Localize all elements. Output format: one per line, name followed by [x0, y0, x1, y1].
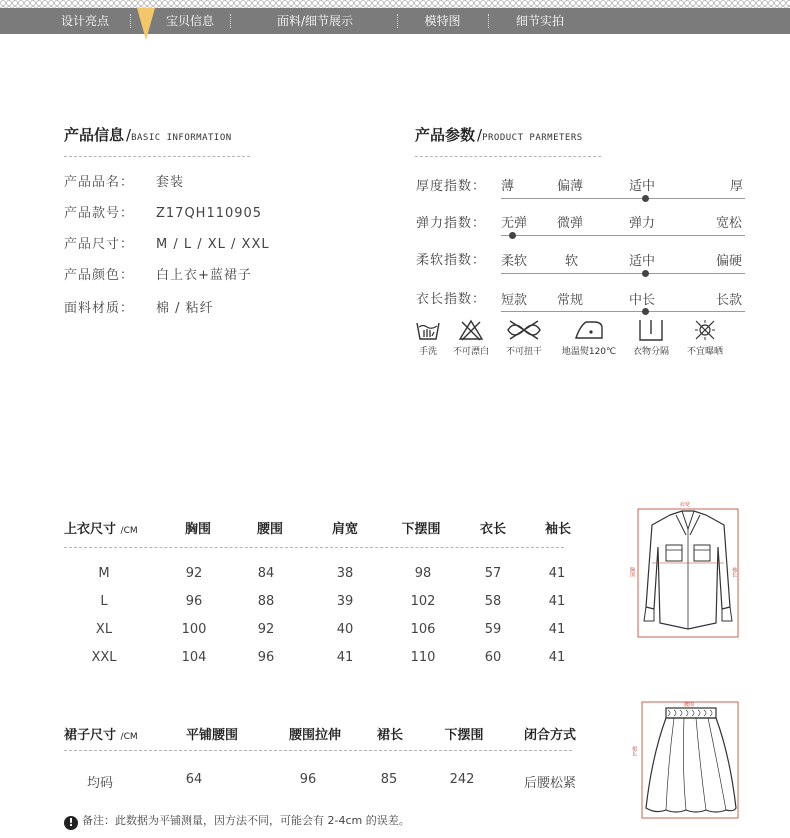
top-header: 衣长	[479, 522, 506, 537]
value-cell: 40	[336, 622, 354, 637]
info-row-size	[64, 233, 270, 252]
info-key: 产品品名：	[64, 175, 135, 190]
care-label: 不可扭干	[505, 347, 542, 357]
top-table-divider	[64, 547, 564, 548]
info-key: 产品颜色：	[64, 268, 135, 283]
care-label: 衣物分隔	[632, 347, 669, 357]
value-cell: 96	[299, 772, 317, 787]
param-selected-dot	[509, 232, 516, 239]
info-value: M / L / XL / XXL	[156, 237, 270, 252]
top-table-unit: /CM	[120, 526, 138, 536]
params-title: 产品参数 /PRODUCT PARMETERS	[415, 126, 583, 144]
param-option: 柔软	[501, 254, 528, 269]
value-cell: 102	[410, 594, 436, 609]
value-cell: 96	[185, 594, 203, 609]
param-option: 宽松	[716, 216, 743, 231]
nav-decor-border	[0, 0, 790, 8]
value-cell: 98	[414, 566, 432, 581]
param-label-softness: 柔软指数：	[416, 253, 487, 268]
skirt-left-label: 裙长	[631, 746, 637, 756]
param-scale-line	[501, 311, 745, 312]
shirt-top-label: 肩宽	[680, 502, 691, 508]
param-option: 中长	[629, 293, 656, 308]
top-table-title-text: 上衣尺寸	[64, 522, 117, 537]
param-option: 长款	[716, 293, 743, 308]
nav-separator	[488, 14, 489, 28]
nav-separator	[230, 14, 231, 28]
value-cell: 后腰松紧	[523, 776, 576, 791]
value-cell: 100	[181, 622, 207, 637]
value-cell: 60	[484, 650, 502, 665]
top-header: 胸围	[184, 522, 211, 537]
value-cell: 41	[548, 594, 566, 609]
size-cell: L	[100, 594, 108, 609]
value-cell: 41	[548, 650, 566, 665]
info-title-text: 产品信息	[64, 126, 125, 144]
info-key: 面料材质：	[64, 301, 135, 316]
info-key: 产品款号：	[64, 206, 135, 221]
info-row-material	[64, 297, 214, 316]
value-cell: 104	[181, 650, 207, 665]
param-scale-line	[501, 198, 745, 199]
param-option: 无弹	[501, 216, 528, 231]
param-option: 弹力	[629, 216, 656, 231]
top-header: 下摆围	[401, 522, 441, 537]
value-cell: 85	[380, 772, 398, 787]
value-cell: 106	[410, 622, 436, 637]
skirt-top-label: 腰围	[684, 702, 695, 708]
info-value: 棉 / 粘纤	[156, 301, 214, 316]
param-label-length: 衣长指数：	[416, 292, 487, 307]
skirt-table-unit: /CM	[120, 732, 138, 742]
nav-separator	[130, 14, 131, 28]
top-header: 腰围	[256, 522, 283, 537]
info-row-color	[64, 264, 252, 283]
iron-icon	[572, 318, 606, 342]
param-option: 薄	[501, 179, 515, 194]
param-label-elasticity: 弹力指数：	[416, 216, 487, 231]
param-option: 常规	[557, 293, 584, 308]
info-value: 白上衣+蓝裙子	[156, 268, 252, 283]
param-option: 偏硬	[716, 254, 743, 269]
param-label-thickness: 厚度指数：	[416, 179, 487, 194]
value-cell: 84	[257, 566, 275, 581]
care-label: 地温熨120℃	[561, 347, 617, 357]
param-option: 微弹	[557, 216, 584, 231]
info-value: Z17QH110905	[156, 206, 263, 221]
skirt-header: 下摆围	[444, 728, 484, 743]
info-divider	[64, 156, 250, 157]
info-value: 套装	[156, 175, 185, 190]
param-scale-line	[501, 273, 745, 274]
info-subtitle: BASIC INFORMATION	[131, 133, 232, 143]
no-wring-icon	[504, 318, 544, 342]
skirt-header: 闭合方式	[523, 728, 576, 743]
no-sun-icon	[692, 318, 718, 342]
info-key: 产品尺寸：	[64, 237, 135, 252]
skirt-header: 平铺腰围	[185, 728, 238, 743]
top-header: 袖长	[544, 522, 571, 537]
size-cell: XXL	[91, 650, 117, 665]
skirt-table-divider	[64, 750, 572, 751]
nav-item-model-photos[interactable]: 模特图	[424, 14, 461, 28]
skirt-table-title	[64, 724, 138, 743]
value-cell: 58	[484, 594, 502, 609]
param-selected-dot	[642, 195, 649, 202]
param-option: 适中	[629, 179, 656, 194]
care-no-wring	[496, 318, 552, 357]
size-cell: M	[98, 566, 110, 581]
top-header: 肩宽	[331, 522, 358, 537]
size-cell: XL	[95, 622, 113, 637]
nav-item-product-info[interactable]: 宝贝信息	[165, 14, 214, 28]
value-cell: 38	[336, 566, 354, 581]
param-option: 偏薄	[557, 179, 584, 194]
param-selected-dot	[642, 270, 649, 277]
separate-wash-icon	[636, 318, 666, 342]
value-cell: 88	[257, 594, 275, 609]
nav-item-detail-shots[interactable]: 细节实拍	[515, 14, 564, 28]
value-cell: 110	[410, 650, 436, 665]
value-cell: 242	[449, 772, 475, 787]
care-label: 不可漂白	[452, 347, 489, 357]
param-scale-line	[501, 235, 745, 236]
care-wash-separately	[623, 318, 679, 357]
skirt-header: 裙长	[376, 728, 403, 743]
nav-separator	[397, 14, 398, 28]
params-subtitle: PRODUCT PARMETERS	[482, 133, 583, 143]
param-option: 适中	[629, 254, 656, 269]
care-no-sun	[677, 318, 733, 357]
param-option: 软	[565, 254, 579, 269]
info-title: 产品信息 /BASIC INFORMATION	[64, 126, 232, 144]
param-option: 厚	[730, 179, 744, 194]
care-no-bleach	[443, 318, 499, 357]
nav-active-pointer	[137, 8, 155, 40]
skirt-table-title-text: 裙子尺寸	[64, 728, 117, 743]
value-cell: 92	[185, 566, 203, 581]
value-cell: 41	[336, 650, 354, 665]
measurement-note	[64, 812, 410, 830]
value-cell: 39	[336, 594, 354, 609]
value-cell: 57	[484, 566, 502, 581]
param-option: 短款	[501, 293, 528, 308]
shirt-diagram	[630, 497, 746, 645]
params-title-text: 产品参数	[415, 126, 476, 144]
nav-item-design-highlights[interactable]: 设计亮点	[60, 14, 109, 28]
value-cell: 59	[484, 622, 502, 637]
size-cell: 均码	[86, 776, 113, 791]
param-selected-dot	[642, 308, 649, 315]
params-divider	[415, 156, 601, 157]
info-row-name	[64, 171, 184, 190]
value-cell: 92	[257, 622, 275, 637]
care-label: 手洗	[418, 347, 437, 357]
hand-wash-icon	[415, 318, 441, 342]
no-bleach-icon	[458, 318, 484, 342]
value-cell: 64	[185, 772, 203, 787]
shirt-right-label: 袖长	[731, 567, 737, 577]
skirt-diagram	[630, 696, 746, 824]
care-label: 不宜曝晒	[686, 347, 723, 357]
note-text: 备注：此数据为平铺测量，因方法不同，可能会有 2-4cm 的误差。	[82, 814, 410, 827]
top-table-title	[64, 518, 138, 537]
warning-icon: !	[64, 816, 78, 830]
top-nav	[0, 8, 790, 34]
info-row-style-number	[64, 202, 262, 221]
value-cell: 96	[257, 650, 275, 665]
skirt-header: 腰围拉伸	[288, 728, 341, 743]
value-cell: 41	[548, 566, 566, 581]
care-low-iron	[557, 318, 621, 357]
nav-item-fabric-details[interactable]: 面料/细节展示	[276, 14, 354, 28]
value-cell: 41	[548, 622, 566, 637]
shirt-left-label: 胸围	[629, 567, 635, 577]
